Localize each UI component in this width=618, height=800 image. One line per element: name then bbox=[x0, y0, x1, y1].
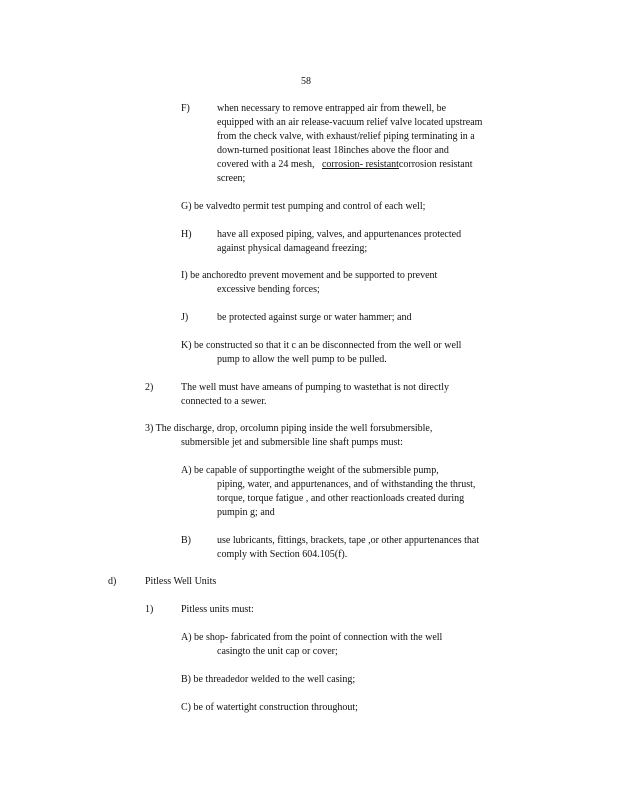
item-h-marker: H) bbox=[181, 229, 192, 240]
section-d1-a-line-1: A) be shop- fabricated from the point of connection with the well bbox=[181, 632, 443, 643]
item-f-line-5-head: covered with a 24 mesh, bbox=[217, 159, 315, 170]
item-3a-line-4: pumpin g; and bbox=[217, 507, 275, 518]
item-f-line-3: from the check valve, with exhaust/relief piping terminating in a bbox=[217, 131, 475, 142]
item-2-line-1: The well must have ameans of pumping to wastethat is not directly bbox=[181, 382, 449, 393]
item-3a-line-3: torque, torque fatigue , and other reactionloads created during bbox=[217, 493, 465, 504]
item-f-line-6: screen; bbox=[217, 173, 246, 184]
item-3-line-1: 3) The discharge, drop, orcolumn piping inside the well forsubmersible, bbox=[145, 423, 433, 434]
item-f-line-1: when necessary to remove entrapped air from thewell, be bbox=[217, 103, 447, 114]
item-f-line-5-tail: corrosion resistant bbox=[398, 159, 473, 170]
item-3b-marker: B) bbox=[181, 535, 191, 546]
page-number: 58 bbox=[301, 76, 311, 87]
item-3a-line-1: A) be capable of supportingthe weight of the submersible pump, bbox=[181, 465, 439, 476]
item-3a-line-2: piping, water, and appurtenances, and of withstanding the thrust, bbox=[217, 479, 476, 490]
item-2-line-2: connected to a sewer. bbox=[181, 396, 267, 407]
item-f-marker: F) bbox=[181, 103, 190, 114]
item-j-text: be protected against surge or water hammer; and bbox=[217, 312, 412, 323]
item-f-line-4: down-turned positionat least 18inches above the floor and bbox=[217, 145, 449, 156]
section-d1-a-line-2: casingto the unit cap or cover; bbox=[217, 646, 338, 657]
item-3-line-2: submersible jet and submersible line shaft pumps must: bbox=[181, 437, 403, 448]
item-2-marker: 2) bbox=[145, 382, 154, 393]
item-3b-line-2: comply with Section 604.105(f). bbox=[217, 549, 348, 560]
item-k-line-2: pump to allow the well pump to be pulled. bbox=[217, 354, 387, 365]
item-3b-line-1: use lubricants, fittings, brackets, tape ,or other appurtenances that bbox=[217, 535, 480, 546]
section-d1-marker: 1) bbox=[145, 604, 154, 615]
item-f-underlined-text: corrosion- resistant bbox=[321, 159, 399, 170]
item-f-line-2: equipped with an air release-vacuum relief valve located upstream bbox=[217, 117, 483, 128]
item-j-marker: J) bbox=[181, 312, 189, 323]
item-g: G) be valvedto permit test pumping and control of each well; bbox=[181, 201, 426, 212]
section-d1-b: B) be threadedor welded to the well casing; bbox=[181, 674, 356, 685]
item-i-line-2: excessive bending forces; bbox=[217, 284, 320, 295]
item-i-line-1: I) be anchoredto prevent movement and be supported to prevent bbox=[181, 270, 438, 281]
section-d1-c: C) be of watertight construction throughout; bbox=[181, 702, 358, 713]
section-d-heading: Pitless Well Units bbox=[145, 576, 217, 587]
section-d-marker: d) bbox=[108, 576, 117, 587]
item-f-line-5 bbox=[217, 158, 473, 172]
item-h-line-2: against physical damageand freezing; bbox=[217, 243, 368, 254]
section-d1-text: Pitless units must: bbox=[181, 604, 254, 615]
item-h-line-1: have all exposed piping, valves, and appurtenances protected bbox=[217, 229, 462, 240]
item-k-line-1: K) be constructed so that it c an be disconnected from the well or well bbox=[181, 340, 462, 351]
